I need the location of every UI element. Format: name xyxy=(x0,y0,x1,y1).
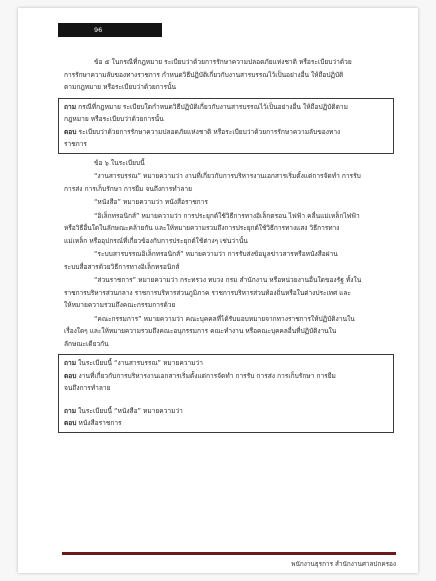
definition-committee-line-2: เรื่องใดๆ และให้หมายความรวมถึงคณะอนุกรรมการ คณะทำงาน หรือคณะบุคคลอื่นที่ปฏิบัติงานใน xyxy=(64,327,337,335)
question-line-2: กฎหมาย หรือระเบียบว่าด้วยการนั้น xyxy=(64,115,164,123)
qa-box-article-6 xyxy=(58,354,394,433)
answer-label: ตอบ xyxy=(64,371,77,380)
question-label: ถาม xyxy=(64,359,77,367)
page-number: 96 xyxy=(58,23,162,37)
answer-line xyxy=(64,417,388,430)
definition-committee-line-1: “คณะกรรมการ” หมายความว่า คณะบุคคลที่ได้รับมอบหมายจากทางราชการให้ปฏิบัติงานใน xyxy=(94,314,355,323)
footer-rule xyxy=(62,552,396,555)
question-label: ถาม xyxy=(64,102,77,111)
question-line xyxy=(64,357,388,370)
answer-line-2: ราชการ xyxy=(64,140,87,148)
paragraph-article-6-heading: ข้อ ๖ ในระเบียบนี้ xyxy=(94,158,145,167)
paragraph-article-5-line-3: ตามกฎหมาย หรือระเบียบว่าด้วยการนั้น xyxy=(64,83,177,91)
definition-electronic-line-2: หรือวิธีอื่นใดในลักษณะคล้ายกัน และให้หมายความรวมถึงการประยุกต์ใช้วิธีการทางแสง วิธีการทาง xyxy=(64,224,340,232)
question-text: ในระเบียบนี้ “หนังสือ” หมายความว่า xyxy=(78,406,183,415)
qa-box-article-5 xyxy=(58,98,394,154)
answer-label: ตอบ xyxy=(64,419,77,427)
answer-text: หนังสือราชการ xyxy=(78,419,122,427)
definition-saraban-line-1: “งานสารบรรณ” หมายความว่า งานที่เกี่ยวกับการบริหารงานเอกสารเริ่มตั้งแต่การจัดทำ การรับ xyxy=(94,172,361,180)
answer-label: ตอบ xyxy=(64,127,77,136)
paragraph-article-5-line-1: ข้อ ๕ ในกรณีที่กฎหมาย ระเบียบว่าด้วยการรักษาความปลอดภัยแห่งชาติ หรือระเบียบว่าด้วย xyxy=(94,58,352,66)
definition-committee-line-3: ลักษณะเดียวกัน xyxy=(64,339,109,348)
definition-e-saraban-line-2: ระบบสื่อสารด้วยวิธีการทางอิเล็กทรอนิกส์ xyxy=(64,262,180,271)
definition-government-agency-line-1: “ส่วนราชการ” หมายความว่า กระทรวง ทบวง กรม สำนักงาน หรือหน่วยงานอื่นใดของรัฐ ทั้งใน xyxy=(94,276,362,284)
page-body xyxy=(64,56,394,436)
answer-line xyxy=(64,126,388,139)
definition-saraban-line-2: การส่ง การเก็บรักษา การยืม จนถึงการทำลาย xyxy=(64,184,192,193)
definition-e-saraban-line-1: “ระบบสารบรรณอิเล็กทรอนิกส์” หมายความว่า การรับส่งข้อมูลข่าวสารหรือหนังสือผ่าน xyxy=(94,250,338,258)
document-page xyxy=(18,8,418,573)
answer-line-2: จนถึงการทำลาย xyxy=(64,384,111,392)
paragraph-article-5-line-2: การรักษาความลับของทางราชการ กำหนดวิธีปฏิบัติเกี่ยวกับงานสารบรรณไว้เป็นอย่างอื่น ให้ถือปฏิบัติ xyxy=(64,70,344,79)
question-line xyxy=(64,405,388,418)
definition-electronic-line-3: แม่เหล็ก หรืออุปกรณ์ที่เกี่ยวข้องกับการประยุกต์ใช้ต่างๆ เช่นว่านั้น xyxy=(64,236,248,245)
footer-text: พนักงานธุรการ สำนักงานศาลปกครอง xyxy=(291,560,396,568)
definition-government-agency-line-2: ราชการบริหารส่วนกลาง ราชการบริหารส่วนภูมิภาค ราชการบริหารส่วนท้องถิ่นหรือในต่างประเทศ และ xyxy=(64,288,351,297)
question-text: ในระเบียบนี้ “งานสารบรรณ” หมายความว่า xyxy=(78,359,203,367)
question-text: กรณีที่กฎหมาย ระเบียบใดกำหนดวิธีปฏิบัติเกี่ยวกับงานสารบรรณไว้เป็นอย่างอื่น ให้ถือปฏิบัติตาม xyxy=(78,102,348,111)
spacer xyxy=(64,395,388,405)
answer-text: งานที่เกี่ยวกับการบริหารงานเอกสารเริ่มตั้งแต่การจัดทำ การรับ การส่ง การเก็บรักษา การยืม xyxy=(78,371,336,380)
answer-line xyxy=(64,370,388,383)
question-label: ถาม xyxy=(64,406,77,415)
definition-government-agency-line-3: ให้หมายความรวมถึงคณะกรรมการด้วย xyxy=(64,301,176,309)
definition-electronic-line-1: “อิเล็กทรอนิกส์” หมายความว่า การประยุกต์ใช้วิธีการทางอิเล็กตรอน ไฟฟ้า คลื่นแม่เหล็กไฟฟ้า xyxy=(94,211,360,220)
question-line xyxy=(64,101,388,114)
answer-text: ระเบียบว่าด้วยการรักษาความปลอดภัยแห่งชาติ หรือระเบียบว่าด้วยการรักษาความลับของทาง xyxy=(78,127,341,136)
definition-nangsue: “หนังสือ” หมายความว่า หนังสือราชการ xyxy=(94,198,208,206)
